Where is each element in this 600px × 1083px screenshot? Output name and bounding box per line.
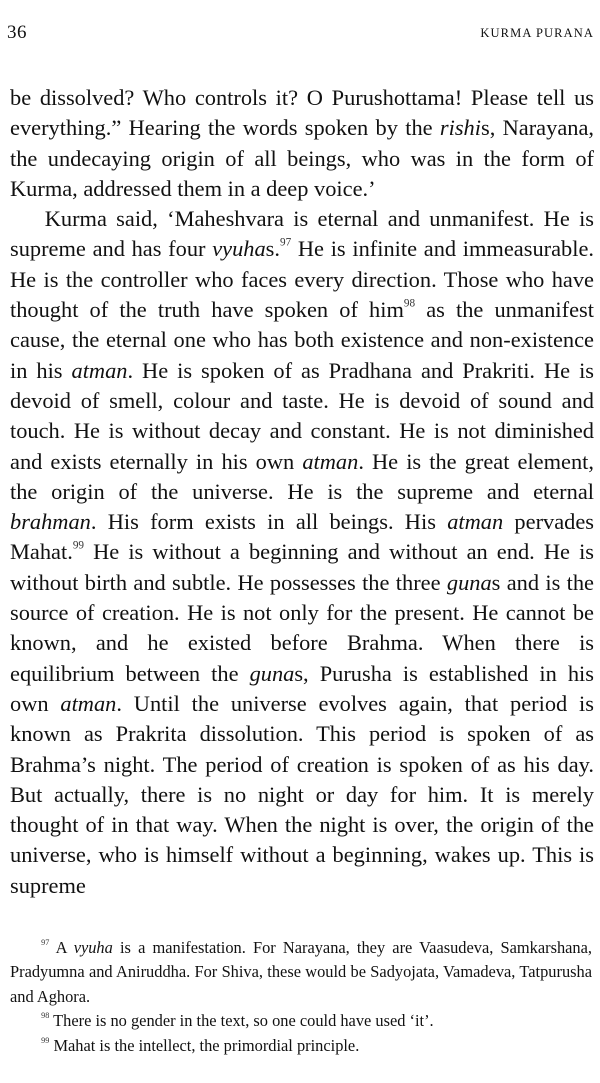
- footnote-marker: 97: [279, 236, 292, 249]
- text-run: A: [49, 938, 74, 957]
- text-run: pervades Mahat.: [10, 509, 595, 565]
- text-run: . He is spoken of as Pradhana and Prakriti. He is devoid of smell, colour and taste. He is devoid of sound and touch. He is without decay and constant. He is not diminished and exists eternally in his own: [10, 357, 594, 474]
- text-run: Mahat is the intellect, the primordial principle.: [49, 1035, 360, 1055]
- text-run: as the unmanifest cause, the eternal one who has both existence and non-existence in his: [10, 297, 594, 383]
- text-run: He is without a beginning and without an end. He is without birth and subtle. He possesses the three: [10, 539, 594, 595]
- text-run: Kurma said, ‘Maheshvara is eternal and unmanifest. He is supreme and has four: [10, 206, 594, 262]
- italic-term: vyuha: [73, 938, 113, 957]
- italic-term: vyuha: [212, 236, 266, 262]
- footnote-marker: 97: [41, 938, 50, 948]
- paragraph: [10, 83, 594, 204]
- footnote-marker: 98: [41, 1011, 50, 1021]
- footnote: [10, 1009, 592, 1033]
- paragraph: [10, 204, 594, 901]
- text-run: There is no gender in the text, so one could have used ‘it’.: [49, 1011, 434, 1031]
- text-run: s, Purusha is established in his own: [10, 660, 594, 716]
- main-text: [10, 83, 594, 901]
- text-run: s.: [265, 236, 280, 262]
- text-run: . Until the universe evolves again, that period is known as Prakrita dissolution. This period is spoken of as Brahma’s night. The period of creation is spoken of as his day. But actually, there is no night or day for him. It is merely thought of in that way. When the night is over, the origin of the universe, who is himself without a beginning, wakes up. This is supreme: [10, 690, 594, 898]
- italic-term: atman: [71, 357, 128, 383]
- italic-term: guna: [446, 569, 492, 595]
- text-run: . He is the great element, the origin of the universe. He is the supreme and eternal: [10, 448, 594, 504]
- page-number: 36: [7, 22, 27, 43]
- italic-term: atman: [302, 448, 359, 474]
- running-head: KURMA PURANA: [480, 26, 594, 40]
- italic-term: guna: [249, 660, 295, 686]
- footnote-marker: 99: [41, 1035, 50, 1045]
- footnote-marker: 99: [72, 539, 84, 552]
- footnotes: [10, 936, 592, 1058]
- italic-term: brahman: [10, 509, 91, 535]
- text-run: . His form exists in all beings. His: [90, 509, 448, 535]
- text-run: s, Narayana, the undecaying origin of all beings, who was in the form of Kurma, addressed them in a deep voice.’: [10, 115, 594, 201]
- italic-term: atman: [60, 690, 117, 716]
- text-run: s and is the source of creation. He is not only for the present. He cannot be known, and he existed before Brahma. When there is equilibrium between the: [10, 569, 595, 686]
- text-run: He is infinite and immeasurable. He is the controller who faces every direction. Those who have thought of the truth have spoken of him: [10, 236, 594, 323]
- italic-term: rishi: [439, 115, 481, 141]
- footnote-marker: 98: [403, 297, 416, 310]
- text-run: is a manifestation. For Narayana, they are Vaasudeva, Samkarshana, Pradyumna and Aniruddha. For Shiva, these would be Sadyojata, Vamadeva, Tatpurusha and Aghora.: [10, 938, 592, 1006]
- italic-term: atman: [447, 509, 504, 535]
- footnote: [10, 1034, 592, 1058]
- footnote: [10, 936, 592, 1009]
- text-run: be dissolved? Who controls it? O Purushottama! Please tell us everything.” Hearing the words spoken by the: [10, 85, 594, 141]
